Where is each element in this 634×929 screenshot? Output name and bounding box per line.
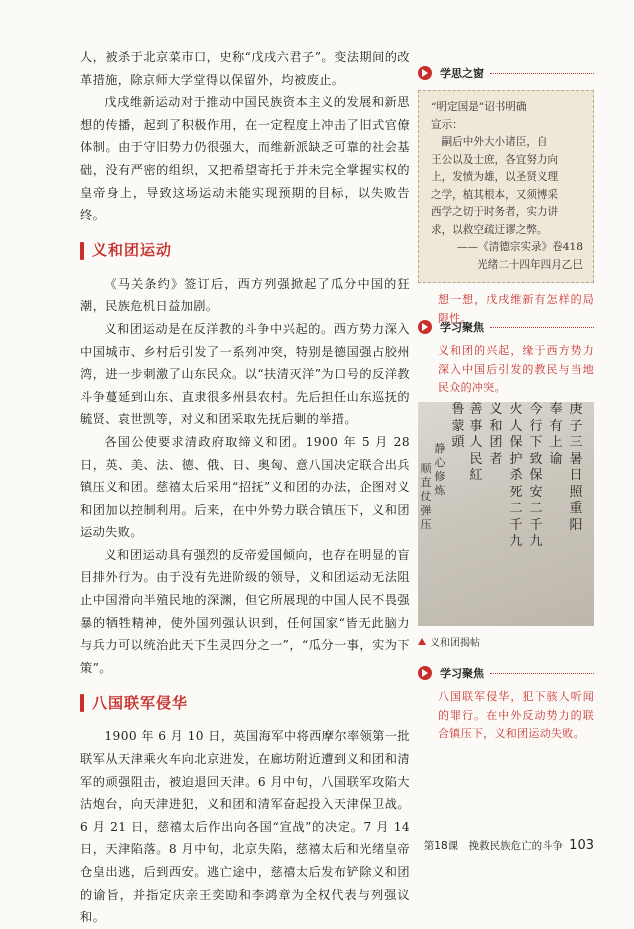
placard-text-column: 鲁蒙頭 [451, 402, 465, 450]
paragraph: 1900 年 6 月 10 日，英国海军中将西摩尔率领第一批联军从天津乘火车向北京进发，在廊坊附近遭到义和团和清军的顽强阻击，被迫退回天津。6 月中旬，八国联军攻陷大沽炮台，向天津进犯，义和团和清军奋起投入天津保卫战。6 月 21 日，慈禧太后作出向各国“宣战”的决定。7 月 14 日，天津陷落。8 月中旬，北京失陷，慈禧太后和光绪皇帝仓皇出逃，后到西安。逃亡途中，慈禧太后发布铲除义和团的谕旨，并指定庆亲王奕劻和李鸿章为全权代表与列强议和。 [80, 729, 410, 925]
section-title: 义和团运动 [92, 241, 173, 260]
section-title: 八国联军侵华 [92, 694, 189, 713]
heading-bar [80, 694, 84, 712]
placard-text-column: 奉有上谕 [549, 402, 563, 467]
sidebar-note: 义和团的兴起，缘于西方势力深入中国后引发的教民与当地民众的冲突。 [438, 344, 594, 394]
boxer-placard-image [418, 402, 594, 626]
sidebar-header-title: 学思之窗 [440, 67, 484, 80]
placard-text-column: 火人保护杀死二千九 [509, 402, 523, 549]
placard-text-column: 庚子三暑日照重阳 [569, 402, 583, 533]
placard-text-column: 静心修炼 [434, 442, 446, 497]
placard-text-column: 义和团者 [489, 402, 503, 467]
section-heading [80, 237, 410, 265]
quote-source: ——《清德宗实录》卷418 [456, 241, 583, 253]
placard-text-column: 今行下致保安二千九 [529, 402, 543, 549]
quote-line: 嗣后中外大小诸臣，自 [431, 136, 548, 148]
sidebar-header-title: 学习聚焦 [440, 667, 484, 680]
play-icon [418, 320, 432, 334]
placard-text-column: 善事人民紅 [469, 402, 483, 483]
dotted-rule [490, 73, 594, 74]
sidebar-header [418, 664, 594, 682]
quote-line: “明定国是”诏书明确 [431, 101, 527, 113]
quote-line: 西学之切于时务者，实力讲 [431, 206, 559, 218]
sidebar-box-thinking [418, 64, 594, 328]
paragraph: 义和团运动是在反洋教的斗争中兴起的。西方势力深入中国城市、乡村后引发了一系列冲突，特别是德国强占胶州湾，进一步刺激了山东民众。以“扶清灭洋”为口号的反洋教斗争蔓延到山东、直隶很多州县农村。先后担任山东巡抚的毓贤、袁世凯等，对义和团采取先抚后剿的举措。 [80, 321, 410, 427]
paragraph: 人，被杀于北京菜市口，史称“戊戌六君子”。变法期间的改革措施，除京师大学堂得以保留外，均被废止。 [80, 50, 410, 87]
historical-photo-block [418, 402, 594, 649]
section-heading [80, 689, 410, 717]
quote-box [418, 90, 594, 283]
quote-line: 王公以及士庶，各宜努力向 [431, 153, 559, 166]
heading-bar [80, 242, 84, 260]
quote-line: 宣示： [431, 118, 463, 131]
main-text-column [80, 46, 410, 929]
dotted-rule [490, 673, 594, 674]
sidebar-box-focus [418, 318, 594, 398]
placard-text-column: 顺直仗弹压 [420, 462, 432, 531]
triangle-icon [418, 638, 426, 645]
lesson-title: 第18课 挽救民族危亡的斗争 [423, 840, 564, 852]
page-number: 103 [569, 838, 594, 853]
paragraph: 义和团运动具有强烈的反帝爱国倾向，也存在明显的盲目排外行为。由于没有先进阶级的领导，义和团运动无法阻止中国滑向半殖民地的深渊，但它所展现的中国人民不畏强暴的牺牲精神，使外国列强认识到，任何国家“皆无此脑力与兵力可以统治此天下生灵四分之一”，“瓜分一事，实为下策”。 [80, 547, 410, 675]
sidebar-note: 八国联军侵华，犯下骇人听闻的罪行。在中外反动势力的联合镇压下，义和团运动失败。 [438, 690, 594, 740]
quote-line: 上，发愤为雄，以圣贤义理 [431, 171, 559, 183]
paragraph: 各国公使要求清政府取缔义和团。1900 年 5 月 28 日，英、美、法、德、俄、日、奥匈、意八国决定联合出兵镇压义和团。慈禧太后采用“招抚”义和团的办法，企图对义和团加以控制利用。后来，在中外势力联合镇压下，义和团运动失败。 [80, 434, 410, 540]
sidebar-box-focus-2 [418, 664, 594, 744]
play-icon [418, 66, 432, 80]
quote-line: 之学，植其根本，又须博采 [431, 188, 559, 201]
paragraph: 《马关条约》签订后，西方列强掀起了瓜分中国的狂潮，民族危机日益加剧。 [80, 276, 410, 314]
play-icon [418, 666, 432, 680]
dotted-rule [490, 327, 594, 328]
photo-caption [418, 634, 594, 649]
sidebar-note: 想一想，戊戌维新有怎样的局限性。 [438, 293, 594, 325]
quote-line: 求，以救空疏迂谬之弊。 [431, 223, 548, 236]
paragraph: 戊戌维新运动对于推动中国民族资本主义的发展和新思想的传播，起到了积极作用，在一定程度上冲击了旧式官僚体制。由于守旧势力仍很强大，而维新派缺乏可靠的社会基础，没有严密的组织，又把希望寄托于并未完全掌握实权的皇帝身上，导致这场运动未能实现预期的目标，以失败告终。 [80, 95, 410, 223]
page-footer [424, 838, 594, 853]
sidebar-header [418, 318, 594, 336]
quote-date: 光绪二十四年四月乙巳 [477, 258, 583, 271]
sidebar-header-title: 学习聚焦 [440, 321, 484, 334]
sidebar-header [418, 64, 594, 82]
photo-caption-text: 义和团揭帖 [430, 638, 480, 649]
